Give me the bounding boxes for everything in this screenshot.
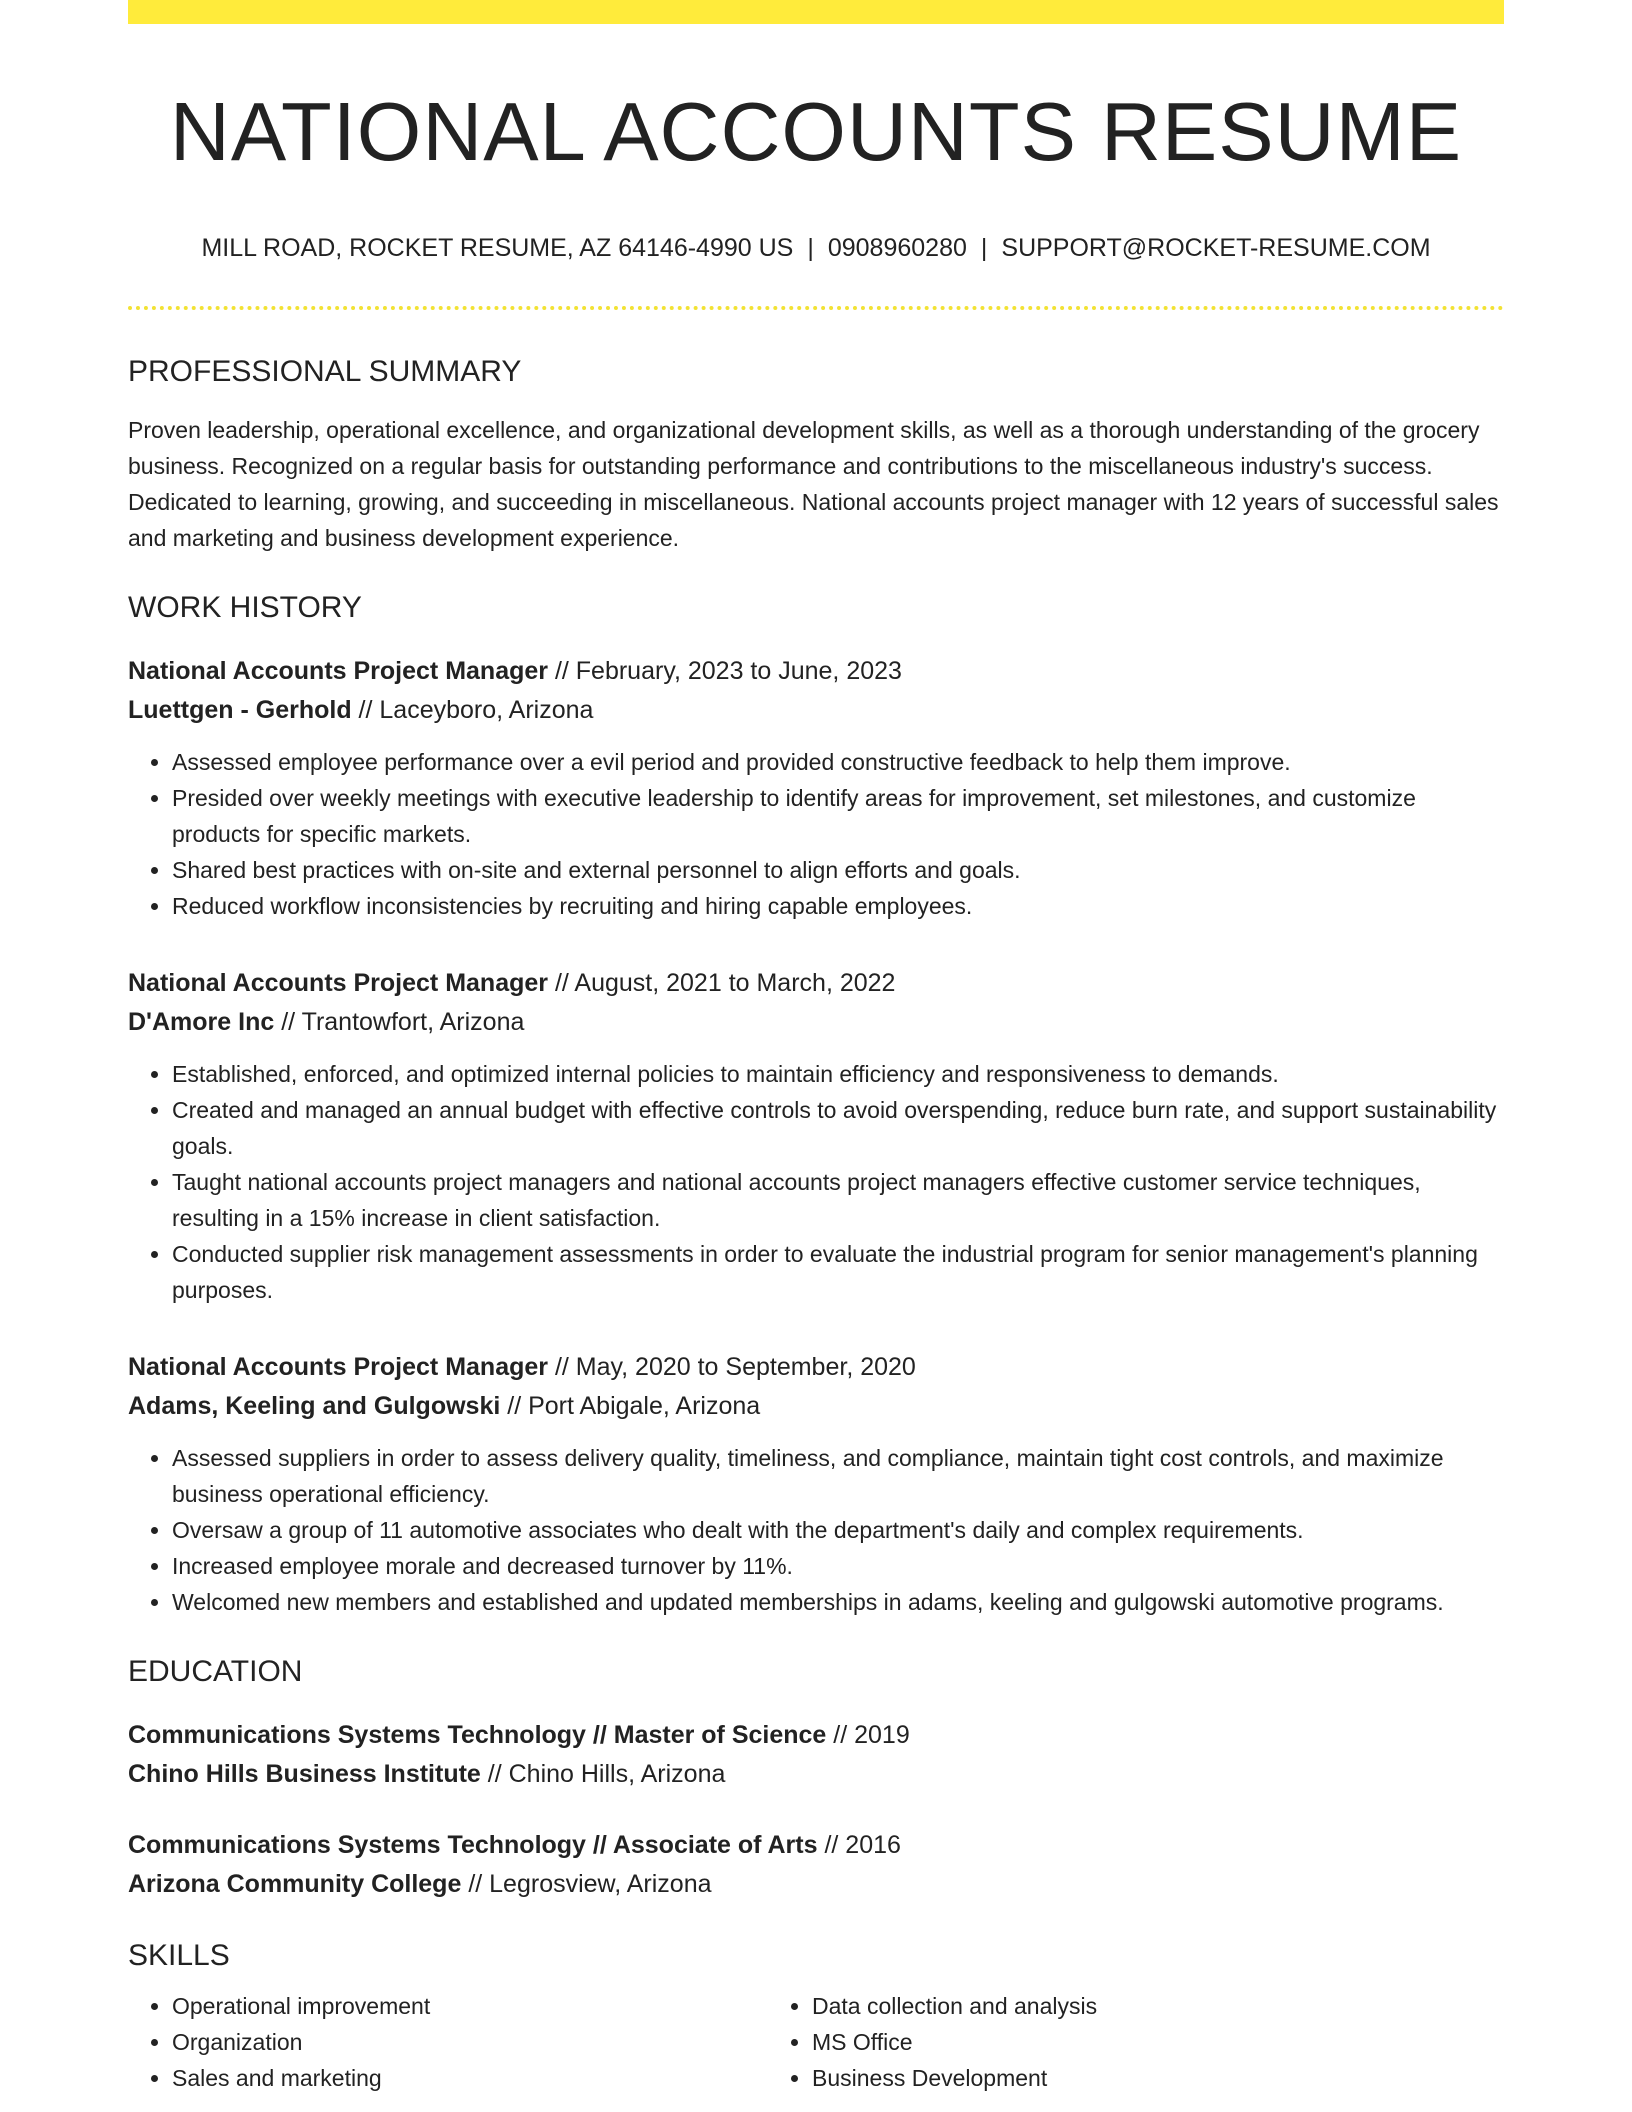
skill-item: • MS Office xyxy=(812,2024,1396,2060)
job-bullets xyxy=(128,1056,1504,1308)
education-year: // 2016 xyxy=(817,1831,901,1860)
skills-columns xyxy=(128,1988,1504,2096)
job-bullet: • Assessed suppliers in order to assess delivery quality, timeliness, and compliance, maintain tight cost controls, and maximize business operational efficiency. xyxy=(172,1440,1504,1512)
summary-text: Proven leadership, operational excellence, and organizational development skills, as well as a thorough understanding of the grocery business. Recognized on a regular basis for outstanding performance and contributions to the miscellaneous industry's success. Dedicated to learning, growing, and succeeding in miscellaneous. National accounts project manager with 12 years of successful sales and marketing and business development experience. xyxy=(128,417,1499,552)
job-title: National Accounts Project Manager xyxy=(128,969,548,998)
education-location: // Chino Hills, Arizona xyxy=(480,1760,726,1789)
education-school: Chino Hills Business Institute xyxy=(128,1760,481,1789)
job-entry xyxy=(128,964,1504,1308)
job-company: Luettgen - Gerhold xyxy=(128,696,352,725)
education-entry xyxy=(128,1716,1504,1794)
skill-item: • Business Development xyxy=(812,2060,1396,2096)
job-dates: // May, 2020 to September, 2020 xyxy=(548,1353,916,1382)
job-location: // Port Abigale, Arizona xyxy=(500,1392,761,1421)
resume-title: NATIONAL ACCOUNTS RESUME xyxy=(169,85,1463,178)
job-title: National Accounts Project Manager xyxy=(128,1353,548,1382)
job-location: // Laceyboro, Arizona xyxy=(351,696,594,725)
job-location: // Trantowfort, Arizona xyxy=(274,1008,525,1037)
job-title-line xyxy=(128,1348,1504,1387)
education-year: // 2019 xyxy=(826,1721,910,1750)
skill-item: • Operational improvement xyxy=(172,1988,762,2024)
accent-top-bar xyxy=(128,0,1504,24)
job-bullet: • Shared best practices with on-site and external personnel to align efforts and goals. xyxy=(172,852,1504,888)
header-divider xyxy=(128,306,1504,310)
job-company-line xyxy=(128,1387,1504,1426)
education-school: Arizona Community College xyxy=(128,1870,462,1899)
job-bullet: • Assessed employee performance over a evil period and provided constructive feedback to help them improve. xyxy=(172,744,1504,780)
job-title-line xyxy=(128,964,1504,1003)
skills-heading: SKILLS xyxy=(128,1939,230,1973)
job-bullet: • Conducted supplier risk management assessments in order to evaluate the industrial program for senior management's planning purposes. xyxy=(172,1236,1504,1308)
job-bullet: • Increased employee morale and decreased turnover by 11%. xyxy=(172,1548,1504,1584)
contact-address: MILL ROAD, ROCKET RESUME, AZ 64146-4990 US xyxy=(201,233,794,262)
job-dates: // February, 2023 to June, 2023 xyxy=(548,657,902,686)
contact-email[interactable]: SUPPORT@ROCKET-RESUME.COM xyxy=(1001,233,1431,262)
education-entry xyxy=(128,1826,1504,1904)
job-company: D'Amore Inc xyxy=(128,1008,275,1037)
job-company-line xyxy=(128,691,1504,730)
education-school-line xyxy=(128,1755,1504,1794)
job-bullet: • Taught national accounts project managers and national accounts project managers effective customer service techniques, resulting in a 15% increase in client satisfaction. xyxy=(172,1164,1504,1236)
work-history-heading: WORK HISTORY xyxy=(128,591,362,625)
contact-separator: | xyxy=(807,233,814,262)
education-school-line xyxy=(128,1865,1504,1904)
job-bullets xyxy=(128,1440,1504,1620)
skill-item: • Organization xyxy=(172,2024,762,2060)
job-title: National Accounts Project Manager xyxy=(128,657,548,686)
contact-phone: 0908960280 xyxy=(827,233,967,262)
job-bullet: • Welcomed new members and established and updated memberships in adams, keeling and gulgowski automotive programs. xyxy=(172,1584,1504,1620)
education-degree-line xyxy=(128,1716,1504,1755)
skills-right-column xyxy=(762,1988,1396,2096)
job-bullets xyxy=(128,744,1504,924)
job-bullet: • Reduced workflow inconsistencies by recruiting and hiring capable employees. xyxy=(172,888,1504,924)
education-degree: Communications Systems Technology // Associate of Arts xyxy=(128,1831,818,1860)
job-company-line xyxy=(128,1003,1504,1042)
job-entry xyxy=(128,652,1504,924)
job-bullet: • Oversaw a group of 11 automotive associates who dealt with the department's daily and complex requirements. xyxy=(172,1512,1504,1548)
education-degree-line xyxy=(128,1826,1504,1865)
education-degree: Communications Systems Technology // Master of Science xyxy=(128,1721,827,1750)
education-location: // Legrosview, Arizona xyxy=(461,1870,712,1899)
contact-separator: | xyxy=(980,233,988,262)
job-company: Adams, Keeling and Gulgowski xyxy=(128,1392,501,1421)
job-bullet: • Established, enforced, and optimized internal policies to maintain efficiency and responsiveness to demands. xyxy=(172,1056,1504,1092)
job-entry xyxy=(128,1348,1504,1620)
job-bullet: • Created and managed an annual budget with effective controls to avoid overspending, reduce burn rate, and support sustainability goals. xyxy=(172,1092,1504,1164)
summary-heading: PROFESSIONAL SUMMARY xyxy=(128,355,522,389)
education-heading: EDUCATION xyxy=(128,1655,303,1689)
skill-item: • Data collection and analysis xyxy=(812,1988,1396,2024)
resume-page xyxy=(128,0,1504,2096)
job-dates: // August, 2021 to March, 2022 xyxy=(548,969,896,998)
contact-line xyxy=(128,232,1504,265)
skill-item: • Sales and marketing xyxy=(172,2060,762,2096)
job-bullet: • Presided over weekly meetings with executive leadership to identify areas for improvement, set milestones, and customize products for specific markets. xyxy=(172,780,1504,852)
skills-left-column xyxy=(128,1988,762,2096)
job-title-line xyxy=(128,652,1504,691)
